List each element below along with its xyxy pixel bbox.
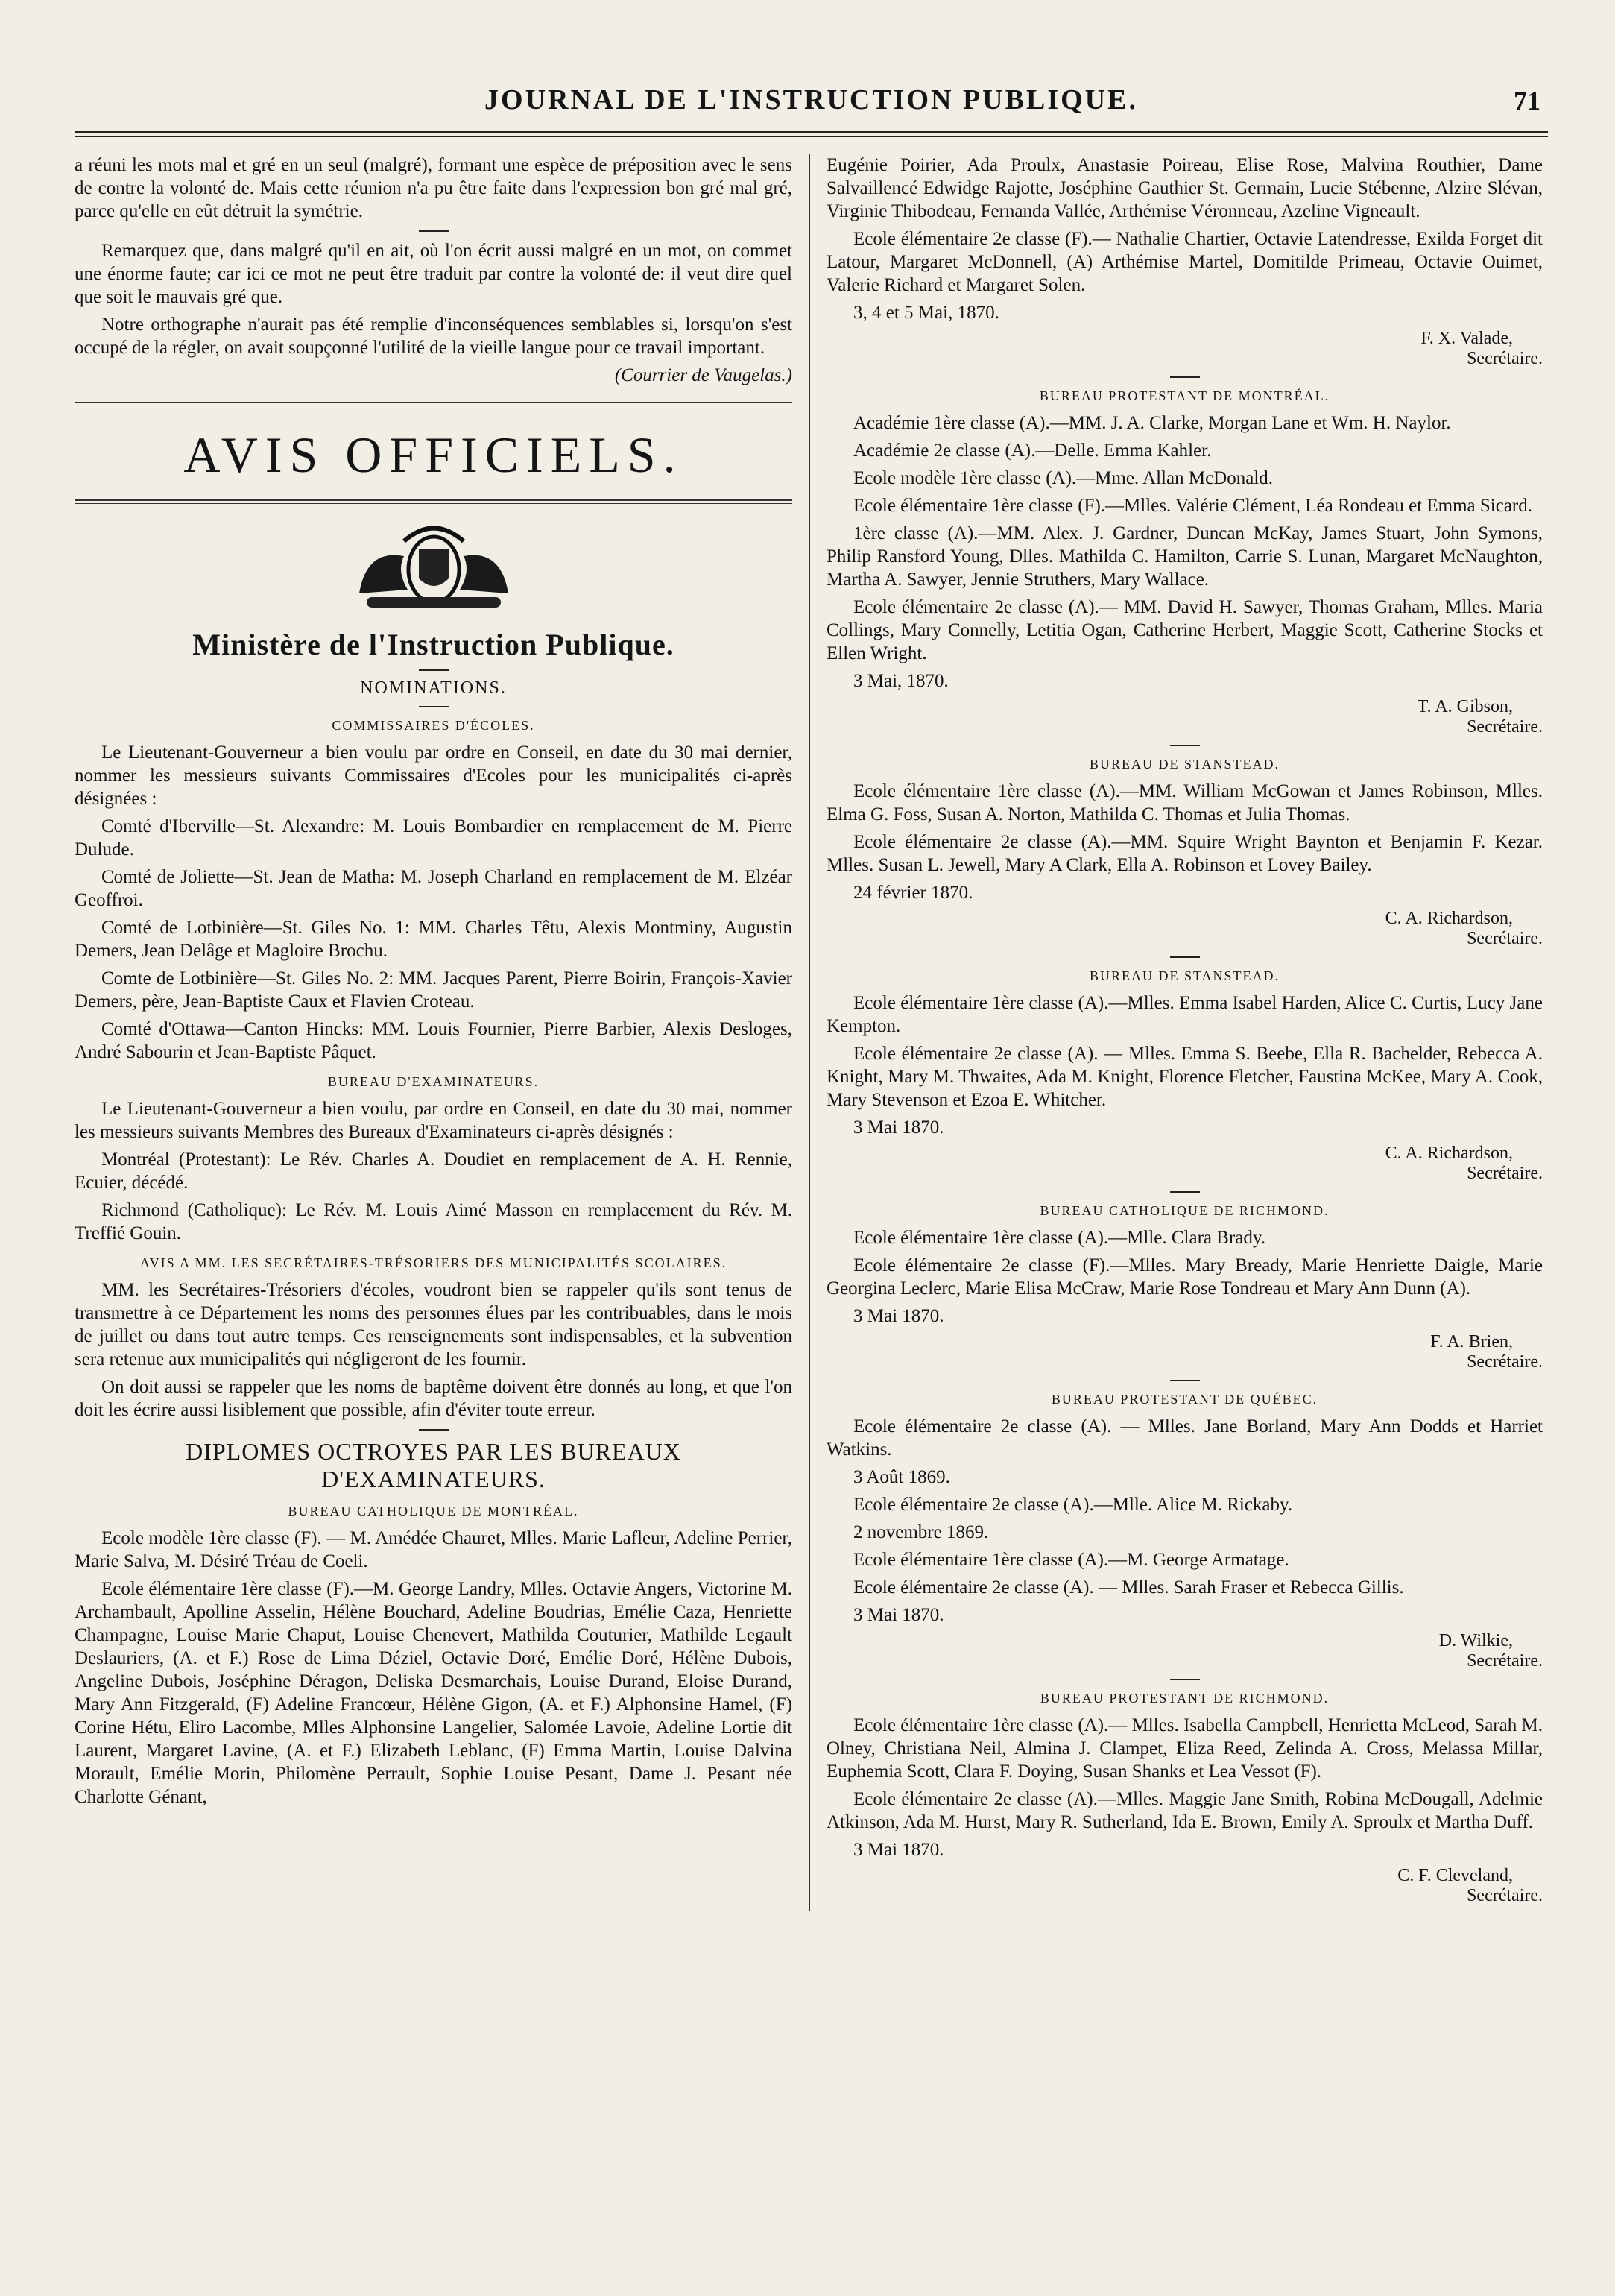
diploma-entry: Ecole élémentaire 2e classe (F).— Nathalie Chartier, Octavie Latendresse, Exilda Forget dit Latour, Margaret McDonnell, (A) Arthémise Martel, Domitilde Primeau, Octavie Ouimet, Valerie Richard et Margaret Solen. [827,229,1543,295]
bureau-heading: BUREAU CATHOLIQUE DE RICHMOND. [1040,1203,1330,1218]
signature-title: Secrétaire. [1467,1651,1543,1671]
avis-officiels-title: AVIS OFFICIELS. [183,426,683,483]
diplomes-title: DIPLOMES OCTROYES PAR LES BUREAUX D'EXAMINATEURS. [186,1438,681,1492]
divider [1170,1191,1200,1193]
diploma-entry: Académie 2e classe (A).—Delle. Emma Kahler. [853,441,1212,461]
divider [419,706,449,707]
date-line: 3 Mai 1870. [853,1306,944,1326]
paragraph: Le Lieutenant-Gouverneur a bien voulu, par ordre en Conseil, en date du 30 mai, nommer les messieurs suivants Membres des Bureaux d'Examinateurs ci-après désignés : [75,1099,792,1142]
signature-name: D. Wilkie, [1438,1631,1513,1650]
diploma-entry: Eugénie Poirier, Ada Proulx, Anastasie Poireau, Elise Rose, Malvina Routhier, Dame Salvaillencé Edwidge Rajotte, Joséphine Gauthier St. Germain, Lucie Stébenne, Alzire Slévan, Virginie Thibodeau, Fernanda Vallée, Arthémise Véronneau, Azeline Vigneault. [827,155,1543,221]
paragraph: MM. les Secrétaires-Trésoriers d'écoles, voudront bien se rappeler qu'ils sont tenus de transmettre à ce Département les noms des personnes élues par les contribuables, dans le mois de juillet ou dans tout autre temps. Ces renseignements sont indispensables, et la subvention sera retenue aux municipalités qui négligeront de les fournir. [75,1280,792,1369]
appointment-entry: Comte de Lotbinière—St. Giles No. 2: MM. Jacques Parent, Pierre Boirin, François-Xavier Demers, père, Jean-Baptiste Caux et Flavien Croteau. [75,968,792,1012]
divider [1170,956,1200,958]
divider [419,1429,449,1431]
examinateurs-heading: BUREAU D'EXAMINATEURS. [327,1074,540,1089]
signature-title: Secrétaire. [1467,929,1543,948]
date-line: 3 Mai 1870. [853,1117,944,1138]
signature-title: Secrétaire. [1467,1886,1543,1905]
diploma-entry: Ecole élémentaire 2e classe (A).—Mlle. Alice M. Rickaby. [853,1495,1293,1515]
date-line: 2 novembre 1869. [853,1522,989,1542]
bureau-heading: BUREAU PROTESTANT DE QUÉBEC. [1051,1392,1318,1407]
diploma-entry: Ecole élémentaire 1ère classe (A).—Mlles. Emma Isabel Harden, Alice C. Curtis, Lucy Jane Kempton. [827,993,1543,1036]
bureau-heading: BUREAU CATHOLIQUE DE MONTRÉAL. [288,1504,579,1518]
two-column-body [75,154,1548,1911]
source-credit: (Courrier de Vaugelas.) [614,365,792,385]
diploma-entry: Académie 1ère classe (A).—MM. J. A. Clarke, Morgan Lane et Wm. H. Naylor. [853,413,1451,433]
diploma-entry: Ecole élémentaire 1ère classe (A).—MM. William McGowan et James Robinson, Mlles. Elma G. Foss, Susan A. Norton, Mathilda C. Thomas et Julia Thomas. [827,781,1543,824]
divider [1170,745,1200,746]
diploma-entry: Ecole élémentaire 2e classe (A). — Mlles. Jane Borland, Mary Ann Dodds et Harriet Watkins. [827,1416,1543,1460]
appointment-entry: Comté d'Iberville—St. Alexandre: M. Louis Bombardier en remplacement de M. Pierre Dulude. [75,816,792,860]
appointment-entry: Comté de Joliette—St. Jean de Matha: M. Joseph Charland en remplacement de M. Elzéar Geoffroi. [75,867,792,910]
signature-title: Secrétaire. [1467,1352,1543,1372]
diploma-entry: 1ère classe (A).—MM. Alex. J. Gardner, Duncan McKay, James Stuart, John Symons, Philip Ransford Young, Dlles. Mathilda C. Hamilton, Carrie S. Lunan, Margaret McNaughton, Martha A. Sawyer, Jennie Struthers, Mary Wallace. [827,523,1543,590]
appointment-entry: Montréal (Protestant): Le Rév. Charles A. Doudiet en remplacement de A. H. Rennie, Ecuier, décédé. [75,1149,792,1193]
diploma-entry: Ecole modèle 1ère classe (F). — M. Amédée Chauret, Mlles. Marie Lafleur, Adeline Perrier, Marie Salva, M. Désiré Tréau de Coeli. [75,1528,792,1571]
header-rule [75,131,1548,137]
divider [1170,1679,1200,1680]
paragraph: On doit aussi se rappeler que les noms de baptême doivent être donnés au long, et que l'on doit les écrire aussi lisiblement que possible, afin d'éviter toute erreur. [75,1377,792,1420]
diploma-entry: Ecole élémentaire 1ère classe (A).—Mlle. Clara Brady. [853,1228,1265,1248]
signature-name: F. A. Brien, [1430,1332,1513,1352]
diploma-entry: Ecole élémentaire 2e classe (A).— MM. David H. Sawyer, Thomas Graham, Mlles. Maria Collings, Mary Connelly, Letitia Ogan, Catherine Herbert, Maggie Scott, Catherine Stocks et Ellen Wright. [827,597,1543,663]
appointment-entry: Comté d'Ottawa—Canton Hincks: MM. Louis Fournier, Pierre Barbier, Alexis Desloges, André Sabourin et Jean-Baptiste Pâquet. [75,1019,792,1062]
diploma-entry: Ecole élémentaire 1ère classe (A).— Mlles. Isabella Campbell, Henrietta McLeod, Sarah M. Olney, Christiana Neil, Almina J. Clampet, Eliza Reed, Zelinda A. Cross, Melassa Millar, Euphemia Scott, Clara F. Doying, Susan Shanks et Lea Vessot (F). [827,1715,1543,1782]
signature-name: T. A. Gibson, [1417,697,1513,716]
nominations-heading: NOMINATIONS. [360,678,507,698]
signature-name: F. X. Valade, [1420,329,1513,348]
signature-name: C. A. Richardson, [1385,1144,1513,1163]
paragraph: Notre orthographe n'aurait pas été remplie d'inconséquences semblables si, lorsqu'on s'est occupé de la régler, on avait soupçonné l'utilité de la vieille langue pour ce travail important. [75,315,792,358]
date-line: 3, 4 et 5 Mai, 1870. [853,303,999,323]
bureau-heading: BUREAU DE STANSTEAD. [1089,757,1280,772]
running-head [75,75,1548,127]
paragraph: a réuni les mots mal et gré en un seul (malgré), formant une espèce de préposition avec le sens de contre la volonté de. Mais cette réunion n'a pu être faite dans l'expression bon gré mal gré, parce qu'elle en eût détruit la symétrie. [75,155,792,221]
diploma-entry: Ecole élémentaire 2e classe (A). — Mlles. Sarah Fraser et Rebecca Gillis. [853,1577,1404,1598]
divider [419,230,449,232]
appointment-entry: Richmond (Catholique): Le Rév. M. Louis Aimé Masson en remplacement du Rév. M. Treffié Gouin. [75,1200,792,1243]
date-line: 3 Mai 1870. [853,1605,944,1625]
divider [75,499,792,504]
date-line: 3 Août 1869. [853,1467,950,1487]
paragraph: Le Lieutenant-Gouverneur a bien voulu par ordre en Conseil, en date du 30 mai dernier, nommer les messieurs suivants Commissaires d'Ecoles pour les municipalités ci-après désignées : [75,742,792,809]
signature-title: Secrétaire. [1467,1164,1543,1183]
date-line: 3 Mai 1870. [853,1840,944,1860]
bureau-heading: BUREAU PROTESTANT DE RICHMOND. [1040,1691,1330,1706]
diploma-entry: Ecole élémentaire 2e classe (F).—Mlles. Mary Bready, Marie Henriette Daigle, Marie Georgina Leclerc, Marie Elisa McCraw, Marie Rose Tondreau et Mary Ann Dunn (A). [827,1255,1543,1299]
bureau-heading: BUREAU DE STANSTEAD. [1089,968,1280,983]
left-column [75,154,809,1911]
page-number: 71 [1514,86,1540,116]
divider [1170,376,1200,378]
date-line: 3 Mai, 1870. [853,671,949,691]
avis-secretaires-heading: AVIS A MM. LES SECRÉTAIRES-TRÉSORIERS DES MUNICIPALITÉS SCOLAIRES. [139,1255,727,1270]
diploma-entry: Ecole élémentaire 2e classe (A).—MM. Squire Wright Baynton et Benjamin F. Kezar. Mlles. Susan L. Jewell, Mary A Clark, Ella A. Robinson et Lovey Bailey. [827,832,1543,875]
signature-name: C. F. Cleveland, [1397,1866,1513,1885]
crest [75,519,792,619]
signature-title: Secrétaire. [1467,349,1543,368]
journal-title: JOURNAL DE L'INSTRUCTION PUBLIQUE. [484,84,1138,116]
diploma-entry: Ecole élémentaire 1ère classe (F).—Mlles. Valérie Clément, Léa Rondeau et Emma Sicard. [853,496,1532,516]
divider [1170,1380,1200,1381]
commissaires-heading: COMMISSAIRES D'ÉCOLES. [332,718,535,733]
appointment-entry: Comté de Lotbinière—St. Giles No. 1: MM. Charles Têtu, Alexis Montminy, Augustin Demers, Jean Delâge et Magloire Brochu. [75,918,792,961]
date-line: 24 février 1870. [853,883,973,903]
diploma-entry: Ecole élémentaire 1ère classe (F).—M. George Landry, Mlles. Octavie Angers, Victorine M. Archambault, Apolline Asselin, Hélène Bouchard, Adeline Boudrias, Emélie Caza, Henriette Champagne, Louise Marie Chaput, Louise Chenevert, Mathilda Couturier, Mathilde Legault Deslauriers, (A. et F.) Rose de Lima Déziel, Octavie Doré, Emélie Doré, Hélène Dubois, Angeline Dubois, Joséphine Déragon, Deliska Desmarchais, Louise Durand, Eloise Durand, Mary Ann Fitzgerald, (F) Adeline Francœur, Hélène Gigon, (A. et F.) Alphonsine Hamel, (F) Corine Hétu, Eliro Lacombe, Mlles Alphonsine Langelier, Salomée Lavoie, Adeline Lortie dit Laurent, Margaret Lavine, (A. et F.) Elizabeth Leblanc, (F) Emma Martin, Louise Dalvina Morault, Emélie Morin, Philomène Perrault, Sophie Louise Pesant, Dame J. Pesant née Charlotte Génant, [75,1579,792,1807]
diploma-entry: Ecole élémentaire 2e classe (A). — Mlles. Emma S. Beebe, Ella R. Bachelder, Rebecca A. Knight, Mary M. Thwaites, Ada M. Knight, Florence Fletcher, Faustina McKee, Mary A. Cook, Mary Stevenson et Ezoa E. Whitcher. [827,1044,1543,1110]
diploma-entry: Ecole modèle 1ère classe (A).—Mme. Allan McDonald. [853,468,1274,488]
divider [419,669,449,671]
bureau-heading: BUREAU PROTESTANT DE MONTRÉAL. [1039,388,1330,403]
ministry-title: Ministère de l'Instruction Publique. [192,628,674,661]
signature-name: C. A. Richardson, [1385,909,1513,928]
coat-of-arms-icon [315,519,553,616]
diploma-entry: Ecole élémentaire 2e classe (A).—Mlles. Maggie Jane Smith, Robina McDougall, Adelmie Atkinson, Ada M. Hurst, Mary R. Sutherland, Ida E. Brown, Emily A. Sproulx et Martha Duff. [827,1789,1543,1832]
signature-title: Secrétaire. [1467,717,1543,737]
diploma-entry: Ecole élémentaire 1ère classe (A).—M. George Armatage. [853,1550,1289,1570]
divider [75,402,792,406]
right-column [809,154,1543,1911]
paragraph: Remarquez que, dans malgré qu'il en ait, où l'on écrit aussi malgré en un mot, on commet une énorme faute; car ici ce mot ne peut être traduit par contre la volonté de: il veut dire quel que soit le mauvais gré que. [75,241,792,307]
